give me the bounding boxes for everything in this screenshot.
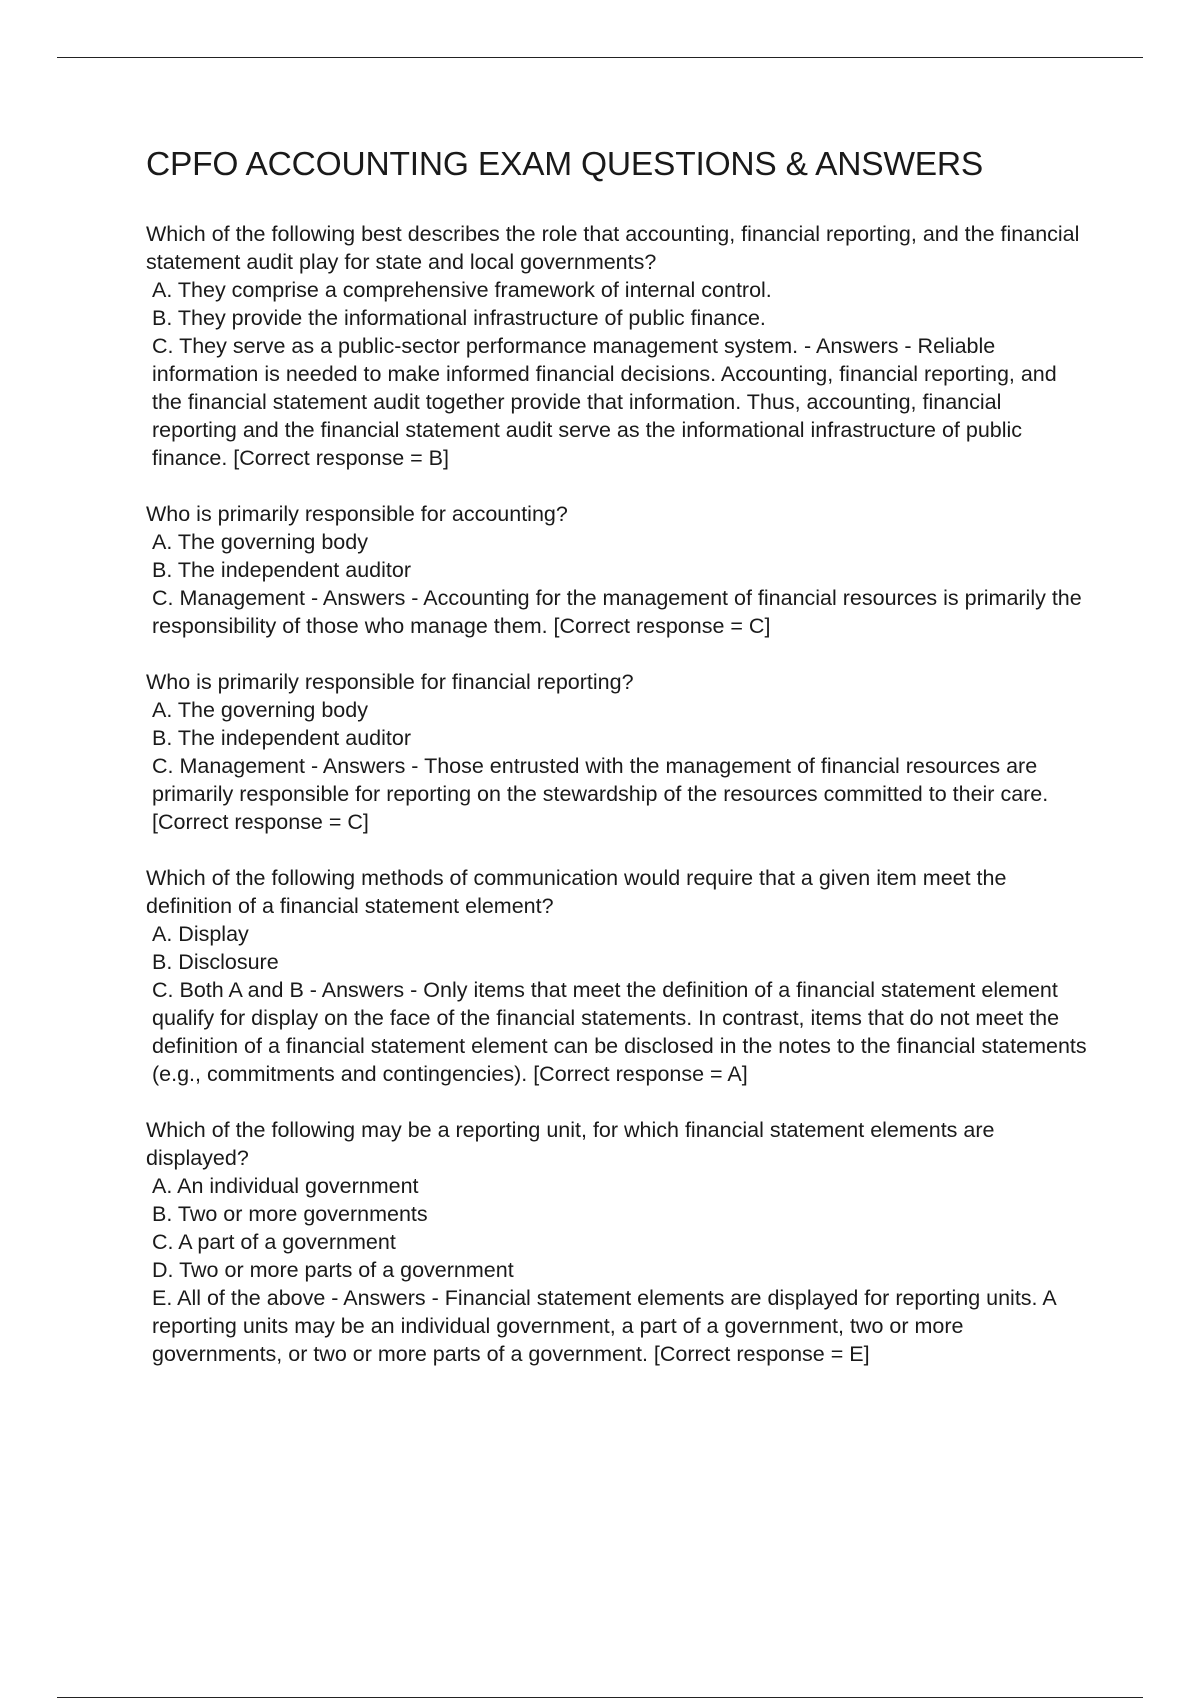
question-text: Which of the following best describes the role that accounting, financial reporting, and the financial statement audit play for state and local governments? bbox=[146, 222, 1080, 274]
question-block bbox=[146, 500, 1091, 640]
answer-explanation: Those entrusted with the management of financial resources are primarily responsible for reporting on the stewardship of the resources committed to their care. [Correct response = C] bbox=[152, 754, 1049, 834]
question-block bbox=[146, 220, 1091, 472]
document-title: CPFO ACCOUNTING EXAM QUESTIONS & ANSWERS bbox=[146, 146, 984, 183]
answer-option-with-explanation bbox=[146, 584, 1091, 640]
answer-option-with-explanation bbox=[146, 976, 1091, 1088]
answer-option-last: E. All of the above bbox=[152, 1286, 326, 1310]
answer-option: A. The governing body bbox=[152, 530, 368, 554]
answer-separator: - Answers - bbox=[304, 754, 425, 778]
answer-explanation: Accounting for the management of financial resources is primarily the responsibility of those who manage them. [Correct response = C] bbox=[152, 586, 1082, 638]
question-text: Who is primarily responsible for financial reporting? bbox=[146, 670, 634, 694]
answer-explanation: Financial statement elements are displayed for reporting units. A reporting units may be an individual government, a part of a government, two or more governments, or two or more parts of a government. [Correct response = E] bbox=[152, 1286, 1056, 1366]
question-text: Which of the following may be a reporting unit, for which financial statement elements are displayed? bbox=[146, 1118, 995, 1170]
answer-option-with-explanation bbox=[146, 1284, 1091, 1368]
answer-option: D. Two or more parts of a government bbox=[152, 1258, 514, 1282]
answer-separator: - Answers - bbox=[304, 586, 424, 610]
answer-explanation: Reliable information is needed to make informed financial decisions. Accounting, financial reporting, and the financial statement audit together provide that information. Thus, accounting, financial reporting and the financial statement audit serve as the informational infrastructure of public finance. [Correct response = B] bbox=[152, 334, 1057, 470]
answer-option-with-explanation bbox=[146, 332, 1091, 472]
answer-option: A. An individual government bbox=[152, 1174, 419, 1198]
question-block bbox=[146, 668, 1091, 836]
document-body bbox=[146, 140, 1091, 1396]
answer-option: C. A part of a government bbox=[152, 1230, 396, 1254]
answer-option-last: C. Management bbox=[152, 754, 305, 778]
answer-option: A. They comprise a comprehensive framework of internal control. bbox=[152, 278, 772, 302]
answer-separator: - Answers - bbox=[798, 334, 918, 358]
question-text: Who is primarily responsible for accounting? bbox=[146, 502, 568, 526]
answer-explanation: Only items that meet the definition of a financial statement element qualify for display on the face of the financial statements. In contrast, items that do not meet the definition of a financial statement element can be disclosed in the notes to the financial statements (e.g., commitments and contingencies). [Correct response = A] bbox=[152, 978, 1087, 1086]
answer-option: B. Two or more governments bbox=[152, 1202, 428, 1226]
question-text: Which of the following methods of communication would require that a given item meet the definition of a financial statement element? bbox=[146, 866, 1007, 918]
answer-option-last: C. Management bbox=[152, 586, 305, 610]
answer-option: B. They provide the informational infrastructure of public finance. bbox=[152, 306, 766, 330]
question-block bbox=[146, 1116, 1091, 1368]
top-rule bbox=[57, 57, 1143, 58]
answer-separator: - Answers - bbox=[303, 978, 424, 1002]
bottom-rule bbox=[57, 1697, 1143, 1698]
answer-option-last: C. Both A and B bbox=[152, 978, 304, 1002]
answer-option: A. The governing body bbox=[152, 698, 368, 722]
question-block bbox=[146, 864, 1091, 1088]
answer-option-last: C. They serve as a public-sector performance management system. bbox=[152, 334, 799, 358]
answer-option: A. Display bbox=[152, 922, 249, 946]
answer-separator: - Answers - bbox=[325, 1286, 445, 1310]
answer-option-with-explanation bbox=[146, 752, 1091, 836]
answer-option: B. The independent auditor bbox=[152, 558, 411, 582]
answer-option: B. Disclosure bbox=[152, 950, 279, 974]
answer-option: B. The independent auditor bbox=[152, 726, 411, 750]
